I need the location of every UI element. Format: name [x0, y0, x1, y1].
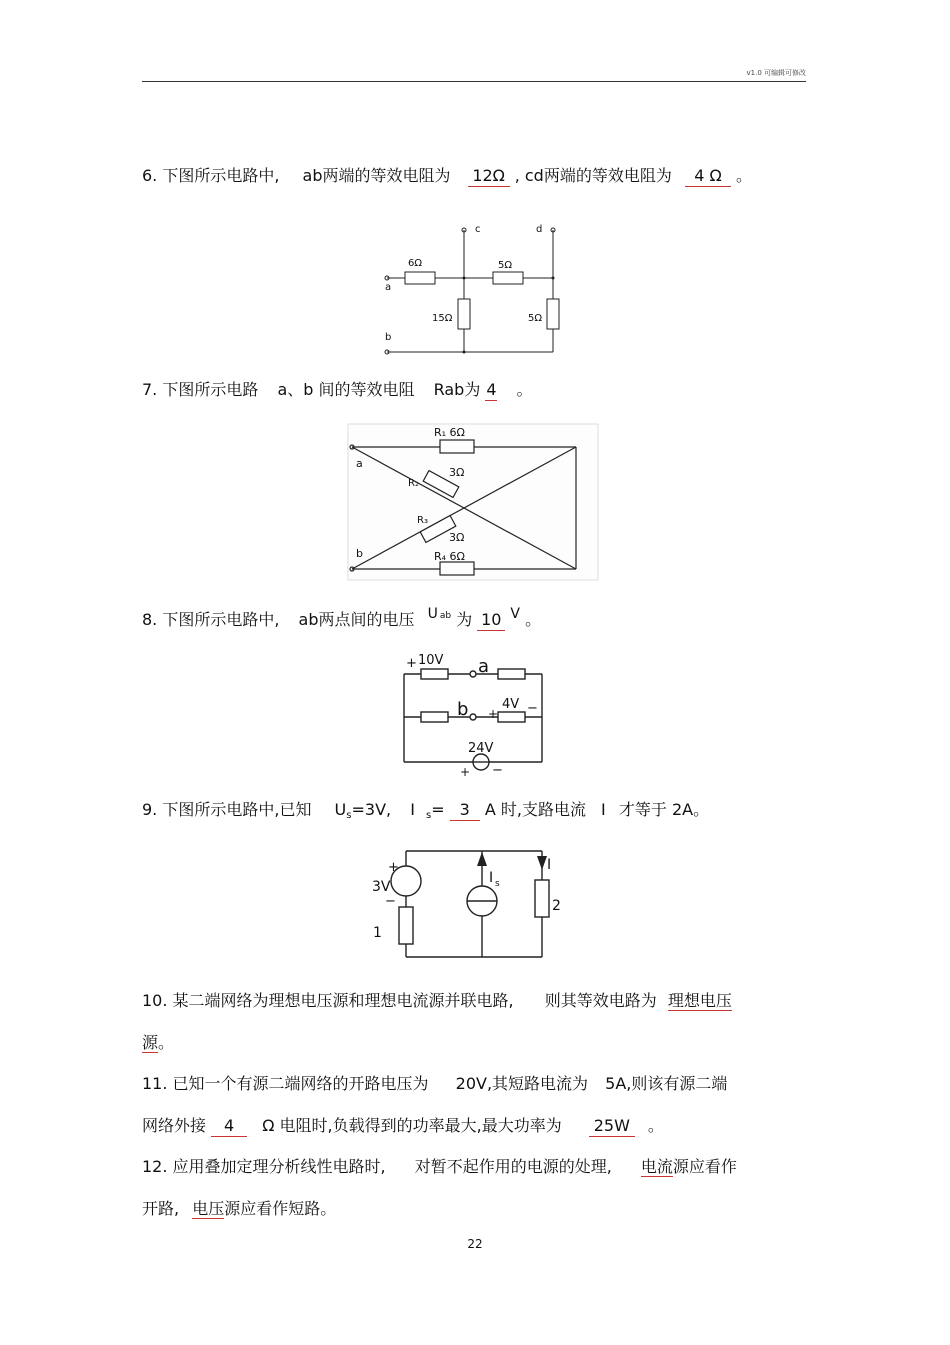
fig8-plus-3: +: [460, 765, 471, 779]
fig7-r2-value: 3Ω: [449, 466, 465, 479]
fig9-minus: −: [385, 894, 396, 909]
q11-a: 5A,则该有源二端: [605, 1074, 728, 1093]
question-10-line-1: [142, 991, 732, 1011]
q11-line2b: Ω 电阻时,负载得到的功率最大,最大功率为: [262, 1116, 562, 1135]
fig8-node-a: a: [478, 656, 490, 677]
q8-pre: 8. 下图所示电路中,: [142, 610, 280, 629]
fig8-plus-1: +: [406, 656, 417, 671]
fig6-node-c: c: [475, 224, 481, 235]
fig9-i-label: I: [547, 857, 552, 873]
fig9-r2-label: 2: [552, 898, 561, 914]
q8-u-sub: ab: [439, 611, 452, 621]
q9-end: A 时,支路电流: [484, 800, 586, 819]
q12-answer-1: 电流: [640, 1157, 673, 1176]
fig9-3v-label: 3V: [372, 879, 391, 895]
q8-unit: V: [510, 606, 520, 622]
fig9-is-sub: s: [495, 879, 500, 889]
q9-is-eq: =: [431, 800, 445, 819]
question-10-line-2: [142, 1033, 174, 1053]
fig7-r3-value: 3Ω: [449, 531, 465, 544]
q10-line1: 10. 某二端网络为理想电压源和理想电流源并联电路,: [142, 991, 514, 1010]
fig6-r1-label: 6Ω: [408, 258, 423, 269]
fig7-r4-label: R₄ 6Ω: [434, 550, 465, 563]
q12-mid: 对暂不起作用的电源的处理,: [414, 1157, 612, 1176]
q12-line2a: 开路,: [142, 1199, 180, 1218]
question-11-line-1: [142, 1074, 727, 1094]
fig6-node-a: a: [385, 282, 392, 293]
q7-answer: 4: [486, 380, 497, 399]
q10-answer-1: 理想电压: [667, 991, 732, 1010]
q11-answer-1: 4: [211, 1116, 247, 1137]
fig7-node-a: a: [356, 457, 363, 470]
q6-answer-1: 12Ω: [468, 166, 510, 187]
q9-is: I: [410, 800, 415, 819]
page-number: 22: [467, 1237, 483, 1251]
q9-us-sub: s: [346, 810, 352, 821]
q12-line1: 12. 应用叠加定理分析线性电路时,: [142, 1157, 386, 1176]
fig7-r3-label: R₃: [417, 515, 428, 526]
q6-answer-2: 4 Ω: [685, 166, 731, 187]
q12-answer-2: 电压: [192, 1199, 225, 1218]
fig7-r1-label: R₁ 6Ω: [434, 426, 465, 439]
fig8-node-b: b: [457, 699, 469, 720]
fig9-r1-label: 1: [373, 925, 382, 941]
q8-answer: 10: [477, 610, 505, 631]
fig8-minus-1: −: [527, 701, 538, 716]
q8-wei: 为: [456, 610, 473, 629]
question-12-line-2: [142, 1199, 336, 1219]
q9-tail: 才等于 2A。: [618, 800, 710, 819]
fig9-is-label: I: [489, 870, 494, 886]
fig8-minus-2: −: [492, 763, 503, 778]
fig8-plus-2: +: [488, 707, 499, 721]
fig8-4v-label: 4V: [502, 697, 520, 712]
header-tag: v1.0 可编辑可修改: [746, 69, 806, 77]
q10-answer-2: 源: [142, 1033, 159, 1052]
q8-u: U: [427, 606, 438, 622]
fig6-node-b: b: [385, 332, 392, 343]
q6-pre: 6. 下图所示电路中,: [142, 166, 280, 185]
q11-answer-2: 25W: [589, 1116, 635, 1137]
fig8-10v-label: 10V: [418, 653, 444, 668]
q9-us: U: [334, 800, 347, 819]
q7-end: 。: [516, 380, 533, 399]
fig7-node-b: b: [356, 547, 363, 560]
q12-rest2: 源应看作短路。: [224, 1199, 337, 1218]
fig9-plus: +: [388, 860, 399, 875]
q9-answer: 3: [450, 800, 480, 821]
q11-line2a: 网络外接: [142, 1116, 207, 1135]
question-11-line-2: [142, 1116, 664, 1137]
fig8-24v-label: 24V: [468, 741, 494, 756]
fig6-r4-label: 5Ω: [528, 313, 543, 324]
q6-end: 。: [736, 166, 753, 185]
q6-mid2: , cd两端的等效电阻为: [514, 166, 672, 185]
q9-is-sub: s: [426, 810, 432, 821]
q12-rest1: 源应看作: [672, 1157, 737, 1176]
q11-end: 。: [647, 1116, 664, 1135]
fig6-r2-label: 5Ω: [498, 260, 513, 271]
fig6-node-d: d: [536, 224, 543, 235]
q8-mid: ab两点间的电压: [298, 610, 415, 629]
fig7-r2-label: R₂: [408, 478, 419, 489]
q11-line1: 11. 已知一个有源二端网络的开路电压为: [142, 1074, 429, 1093]
q9-pre: 9. 下图所示电路中,已知: [142, 800, 312, 819]
q9-us-val: =3V,: [351, 800, 392, 819]
q7-mid2: Rab为: [433, 380, 481, 399]
q10-end: 。: [158, 1033, 175, 1052]
question-12-line-1: [142, 1157, 737, 1177]
q7-pre: 7. 下图所示电路: [142, 380, 259, 399]
q8-end: 。: [525, 610, 542, 629]
q10-line1b: 则其等效电路为: [544, 991, 657, 1010]
fig6-r3-label: 15Ω: [432, 313, 453, 324]
q11-v: 20V,其短路电流为: [455, 1074, 589, 1093]
q6-mid1: ab两端的等效电阻为: [302, 166, 451, 185]
q9-i: I: [601, 800, 606, 819]
q7-mid: a、b 间的等效电阻: [277, 380, 415, 399]
